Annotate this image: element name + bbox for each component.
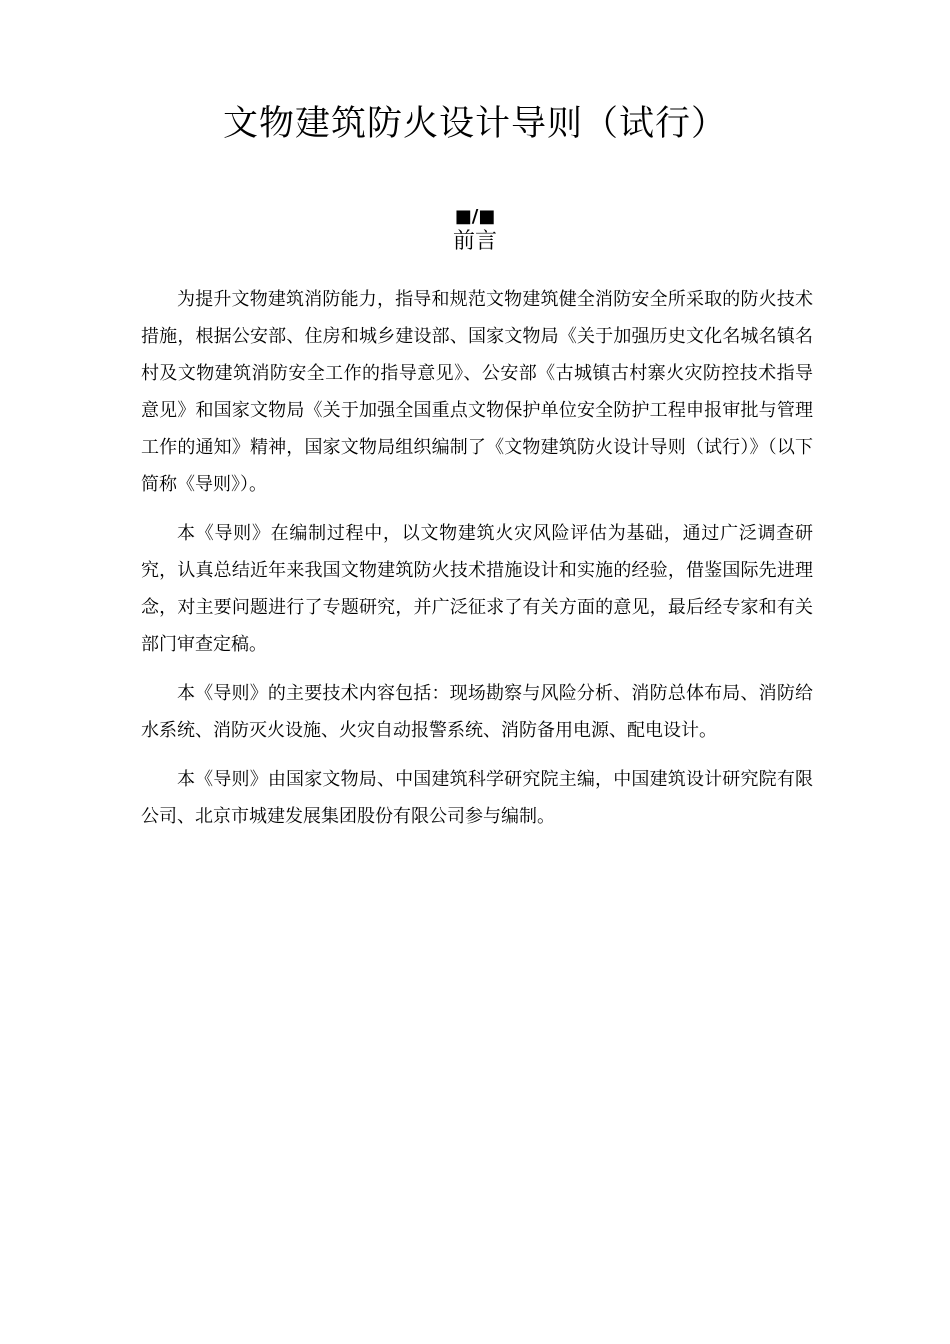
section-marker: ■/■	[454, 206, 496, 227]
preface-paragraph-1: 为提升文物建筑消防能力，指导和规范文物建筑健全消防安全所采取的防火技术措施，根据公安部、住房和城乡建设部、国家文物局《关于加强历史文化名城名镇名村及文物建筑消防安全工作的指导意见》、公安部《古城镇古村寨火灾防控技术指导意见》和国家文物局《关于加强全国重点文物保护单位安全防护工程申报审批与管理工作的通知》精神，国家文物局组织编制了《文物建筑防火设计导则（试行）》（以下简称《导则》）。	[141, 289, 813, 495]
preface-paragraph-3: 本《导则》的主要技术内容包括：现场勘察与风险分析、消防总体布局、消防给水系统、消防灭火设施、火灾自动报警系统、消防备用电源、配电设计。	[141, 683, 813, 741]
preface-paragraph-2: 本《导则》在编制过程中，以文物建筑火灾风险评估为基础，通过广泛调查研究，认真总结近年来我国文物建筑防火技术措施设计和实施的经验，借鉴国际先进理念，对主要问题进行了专题研究，并广泛征求了有关方面的意见，最后经专家和有关部门审查定稿。	[141, 523, 813, 655]
document-title: 文物建筑防火设计导则（试行）	[222, 104, 727, 144]
preface-body	[141, 281, 813, 847]
section-heading: 前言	[452, 229, 497, 254]
preface-paragraph-4: 本《导则》由国家文物局、中国建筑科学研究院主编，中国建筑设计研究院有限公司、北京市城建发展集团股份有限公司参与编制。	[141, 769, 813, 827]
